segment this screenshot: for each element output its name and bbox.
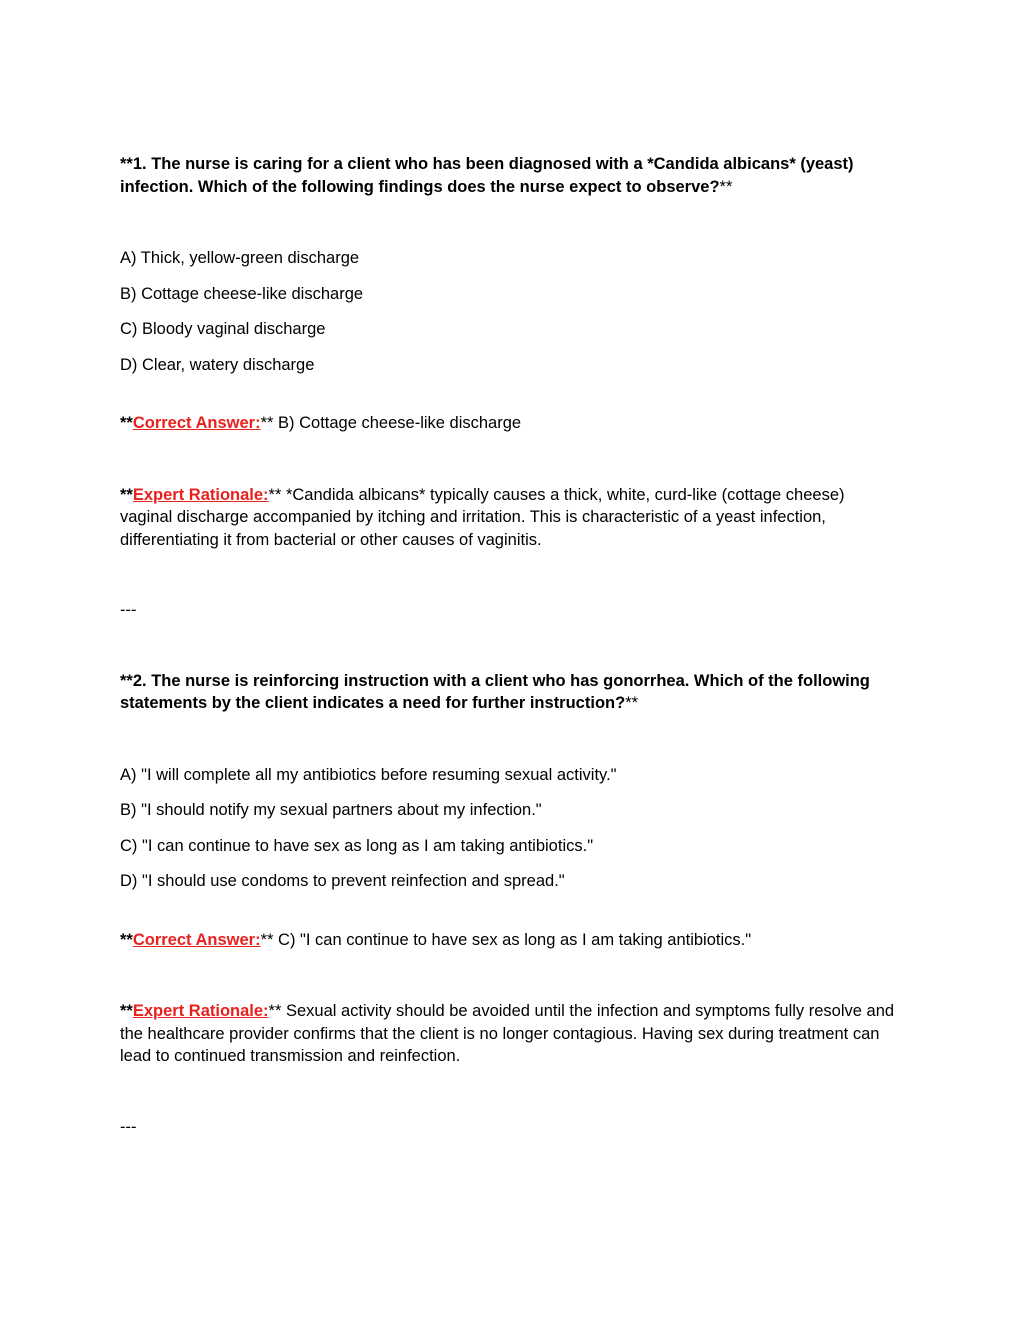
expert-rationale	[120, 484, 900, 552]
question-block-2	[120, 670, 900, 1139]
correct-answer	[120, 412, 900, 435]
expert-rationale	[120, 1000, 900, 1068]
correct-answer-label: Correct Answer:	[132, 414, 261, 432]
option-c: C) "I can continue to have sex as long as I am taking antibiotics."	[120, 836, 594, 855]
expert-rationale-label: Expert Rationale:	[132, 485, 269, 504]
rationale-prefix: **	[120, 1002, 133, 1020]
question-stem	[120, 153, 900, 198]
question-suffix: **	[719, 177, 733, 196]
option-a: A) Thick, yellow-green discharge	[120, 249, 360, 267]
option-a: A) "I will complete all my antibiotics before resuming sexual activity."	[120, 765, 617, 784]
correct-answer-label: Correct Answer:	[132, 930, 261, 949]
answer-text: ** B) Cottage cheese-like discharge	[260, 414, 522, 432]
separator: ---	[120, 1117, 137, 1136]
question-prefix: **	[120, 671, 133, 690]
question-prefix: **	[120, 155, 133, 173]
expert-rationale-label: Expert Rationale:	[132, 1002, 269, 1020]
option-c: C) Bloody vaginal discharge	[120, 320, 326, 338]
separator: ---	[120, 601, 137, 619]
question-stem	[120, 670, 900, 715]
question-text: 1. The nurse is caring for a client who has been diagnosed with a *Candida albicans* (yeast) infection. Which of the following findings does the nurse expect to observe?	[120, 155, 854, 196]
options-list	[120, 764, 900, 893]
answer-prefix: **	[120, 930, 133, 949]
question-text: 2. The nurse is reinforcing instruction with a client who has gonorrhea. Which of the following statements by the client indicates a need for further instruction?	[120, 671, 870, 712]
rationale-prefix: **	[120, 485, 133, 504]
rationale-text: ** Sexual activity should be avoided until the infection and symptoms fully resolve and the healthcare provider confirms that the client is no longer contagious. Having sex during treatment can lead to continued transmission and reinfection.	[120, 1002, 895, 1065]
option-d: D) Clear, watery discharge	[120, 355, 315, 374]
question-block-1	[120, 153, 900, 622]
answer-prefix: **	[120, 414, 133, 432]
option-d: D) "I should use condoms to prevent reinfection and spread."	[120, 872, 565, 890]
question-suffix: **	[625, 694, 639, 712]
correct-answer	[120, 929, 900, 952]
option-b: B) Cottage cheese-like discharge	[120, 284, 364, 303]
option-b: B) "I should notify my sexual partners about my infection."	[120, 801, 542, 819]
rationale-text: ** *Candida albicans* typically causes a thick, white, curd-like (cottage cheese) vaginal discharge accompanied by itching and irritation. This is characteristic of a yeast infection, differentiating it from bacterial or other causes of vaginitis.	[120, 485, 845, 549]
document-page	[120, 153, 900, 1155]
answer-text: ** C) "I can continue to have sex as long as I am taking antibiotics."	[260, 930, 752, 949]
options-list	[120, 247, 900, 376]
